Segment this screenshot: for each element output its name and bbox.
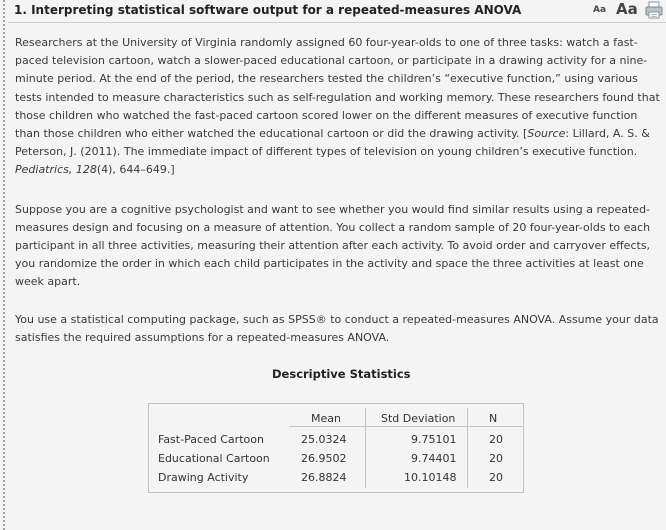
source-label: Source (527, 127, 566, 141)
descriptive-statistics-table (148, 403, 524, 493)
mean-drawing: 26.8824 (301, 471, 347, 484)
sd-educational: 9.74401 (411, 452, 457, 465)
paragraph-scenario: Suppose you are a cognitive psychologist and want to see whether you would find similar results using a repeated-measures design and focusing on a measure of attention. You collect a random sample of 20 four-year-olds to each participant in all three activities, measuring their attention after each activity. To avoid order and carryover effects, you randomize the order in which each child participates in the activity and space the three activities at least one week apart. (15, 202, 651, 289)
citation-end: (4), 644–649.] (96, 163, 175, 177)
column-header-n: N (489, 412, 498, 425)
table-title: Descriptive Statistics (272, 367, 411, 381)
print-icon[interactable] (645, 1, 663, 19)
mean-educational: 26.9502 (301, 452, 347, 465)
column-divider-2 (467, 408, 468, 488)
row-label-fast-paced: Fast-Paced Cartoon (158, 433, 264, 446)
n-fast-paced: 20 (489, 433, 503, 446)
question-title: 1. Interpreting statistical software output for a repeated-measures ANOVA (14, 3, 522, 17)
n-drawing: 20 (489, 471, 503, 484)
mean-fast-paced: 25.0324 (301, 433, 347, 446)
question-content (15, 34, 660, 347)
column-header-std-deviation: Std Deviation (381, 412, 456, 425)
journal-name: Pediatrics, 128 (15, 163, 97, 177)
row-label-educational: Educational Cartoon (158, 452, 270, 465)
paragraph-instructions: You use a statistical computing package, such as SPSS® to conduct a repeated-measures ANOVA. Assume your data satisfies the required assumptions for a repeated-measures ANOVA. (15, 312, 659, 344)
column-divider-1 (365, 408, 366, 488)
left-dotted-border (3, 0, 5, 530)
n-educational: 20 (489, 452, 503, 465)
citation-text: : Lillard, A. S. & Peterson, J. (2011). The immediate impact of different types of television on young children’s executive function. (15, 127, 650, 159)
font-size-small-button[interactable]: Aa (593, 5, 607, 15)
font-size-large-button[interactable]: Aa (616, 0, 638, 18)
paragraph-study-description (15, 34, 660, 180)
column-header-mean: Mean (311, 412, 341, 425)
paragraph-1-text: Researchers at the University of Virginia randomly assigned 60 four-year-olds to one of three tasks: watch a fast-paced television cartoon, watch a slower-paced educational cartoon, or participate in a drawing activity for a nine-minute period. At the end of the period, the researchers tested the children’s “executive function,” using various tests intended to measure characteristics such as self-regulation and working memory. These researchers found that those children who watched the fast-paced cartoon scored lower on the different measures of executive function than those children who either watched the educational cartoon or did the drawing activity. [ (15, 36, 660, 141)
sd-fast-paced: 9.75101 (411, 433, 457, 446)
header-divider (289, 426, 523, 427)
question-header (8, 0, 666, 23)
sd-drawing: 10.10148 (404, 471, 457, 484)
row-label-drawing: Drawing Activity (158, 471, 249, 484)
